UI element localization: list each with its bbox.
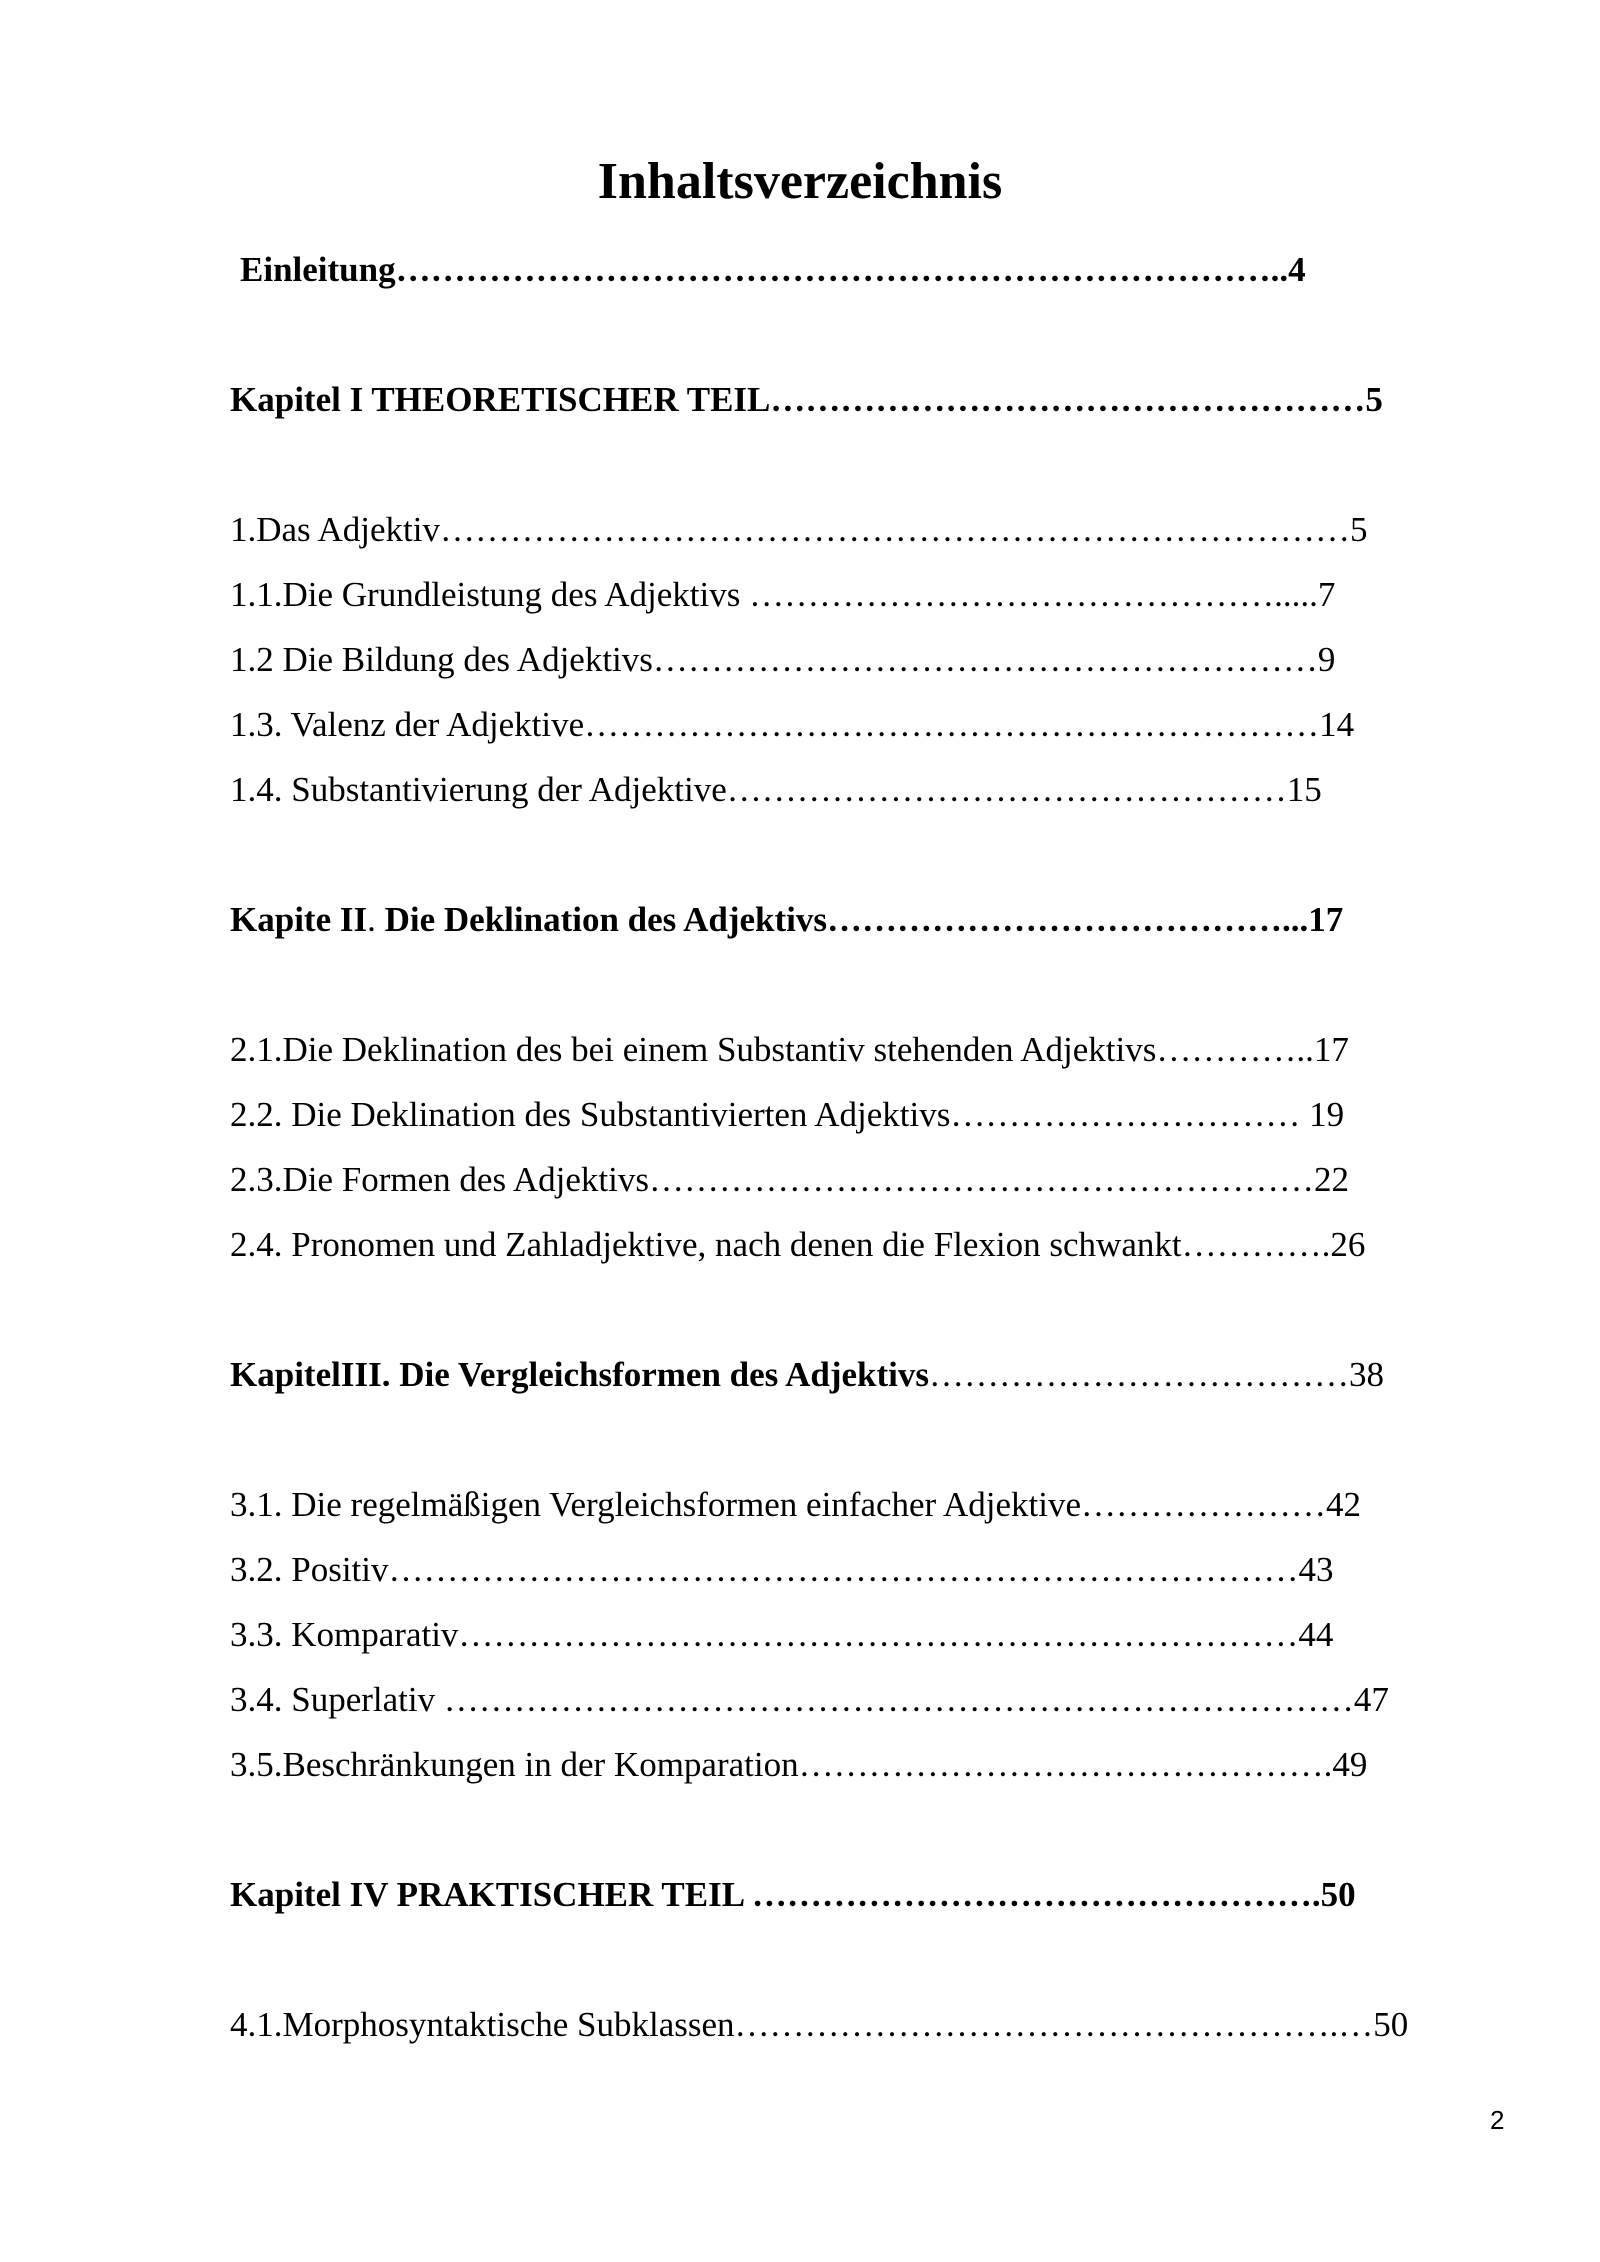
toc-entry-einleitung: Einleitung…………………………………………………………………..4 [240, 250, 1306, 289]
toc-chapter-3-title: KapitelIII. Die Vergleichsformen des Adjektivs [230, 1355, 930, 1394]
toc-entry-3-4: 3.4. Superlativ ……………………………………………………………………47 [230, 1680, 1389, 1719]
toc-chapter-2-title: Die Deklination des Adjektivs…………………………………...17 [375, 900, 1344, 939]
toc-chapter-2-label: Kapite II [230, 900, 368, 939]
toc-chapter-1: Kapitel I THEORETISCHER TEIL……………………………………………5 [230, 380, 1383, 419]
toc-entry-3-1: 3.1. Die regelmäßigen Vergleichsformen einfacher Adjektive…………………42 [230, 1485, 1362, 1524]
toc-chapter-3-leader: ………………………………38 [929, 1355, 1385, 1394]
toc-entry-2-1: 2.1.Die Deklination des bei einem Substantiv stehenden Adjektivs…………..17 [230, 1030, 1349, 1069]
toc-entry-1-1: 1.1.Die Grundleistung des Adjektivs ……………………………………….....7 [230, 575, 1336, 614]
toc-entry-1-4: 1.4. Substantivierung der Adjektive…………………………………………15 [230, 770, 1322, 809]
toc-chapter-3 [230, 1353, 1384, 1397]
page-title: Inhaltsverzeichnis [597, 153, 1003, 210]
toc-chapter-4: Kapitel IV PRAKTISCHER TEIL ………………………………………….50 [230, 1875, 1356, 1914]
toc-entry-1-3: 1.3. Valenz der Adjektive………………………………………………………14 [230, 705, 1355, 744]
toc-entry-3-3: 3.3. Komparativ………………………………………………………………44 [230, 1615, 1334, 1654]
toc-entry-2-3: 2.3.Die Formen des Adjektivs…………………………………………………22 [230, 1160, 1349, 1199]
toc-entry-1: 1.Das Adjektiv……………………………………………………………………5 [230, 510, 1368, 549]
toc-entry-3-2: 3.2. Positiv……………………………………………………………………43 [230, 1550, 1334, 1589]
toc-entry-2-2: 2.2. Die Deklination des Substantivierten Adjektivs………………………… 19 [230, 1095, 1345, 1134]
toc-chapter-2-dot: . [367, 900, 376, 939]
toc-entry-1-2: 1.2 Die Bildung des Adjektivs…………………………………………………9 [230, 640, 1336, 679]
toc-entry-4-1: 4.1.Morphosyntaktische Subklassen…………………………………………….…50 [230, 2005, 1409, 2044]
toc-entry-3-5: 3.5.Beschränkungen in der Komparation……………………………………….49 [230, 1745, 1368, 1784]
page-number: 2 [1490, 2105, 1505, 2135]
toc-chapter-2 [230, 898, 1343, 942]
toc-entry-2-4: 2.4. Pronomen und Zahladjektive, nach denen die Flexion schwankt………….26 [230, 1225, 1366, 1264]
